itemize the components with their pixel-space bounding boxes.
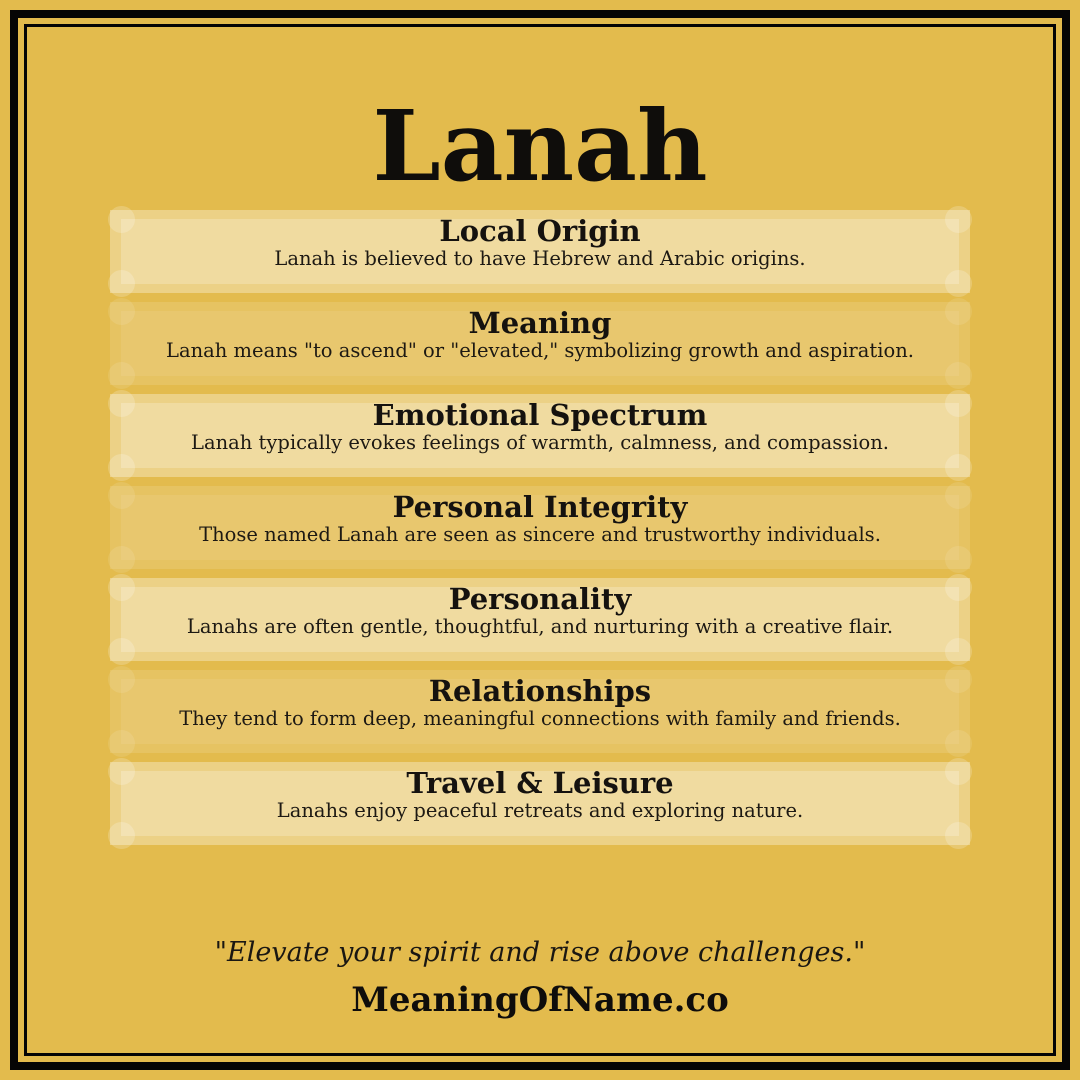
card-heading: Personality — [448, 582, 632, 616]
section-card-relationships — [110, 670, 970, 753]
card-description: Those named Lanah are seen as sincere and trustworthy individuals. — [199, 523, 881, 547]
page-title: Lanah — [372, 88, 708, 203]
card-description: Lanahs are often gentle, thoughtful, and nurturing with a creative flair. — [186, 615, 894, 639]
card-text — [110, 394, 970, 477]
card-text — [110, 670, 970, 753]
card-text — [110, 210, 970, 293]
card-text — [110, 302, 970, 385]
footer-quote: "Elevate your spirit and rise above challenges." — [214, 937, 866, 968]
card-description: They tend to form deep, meaningful connections with family and friends. — [179, 707, 901, 731]
card-heading: Personal Integrity — [392, 490, 688, 524]
card-heading: Relationships — [428, 674, 652, 708]
card-description: Lanah is believed to have Hebrew and Arabic origins. — [274, 247, 806, 271]
footer-brand: MeaningOfName.co — [351, 980, 729, 1020]
section-card-local-origin — [110, 210, 970, 293]
section-card-travel-leisure — [110, 762, 970, 845]
card-text — [110, 486, 970, 569]
card-description: Lanahs enjoy peaceful retreats and exploring nature. — [276, 799, 804, 823]
section-card-list — [110, 210, 970, 845]
section-card-personal-integrity — [110, 486, 970, 569]
card-heading: Meaning — [468, 306, 612, 340]
card-description: Lanah typically evokes feelings of warmth, calmness, and compassion. — [191, 431, 889, 455]
card-heading: Travel & Leisure — [406, 766, 674, 800]
card-heading: Emotional Spectrum — [372, 398, 708, 432]
section-card-meaning — [110, 302, 970, 385]
card-heading: Local Origin — [439, 214, 641, 248]
card-text — [110, 762, 970, 845]
card-text — [110, 578, 970, 661]
section-card-personality — [110, 578, 970, 661]
card-description: Lanah means "to ascend" or "elevated," symbolizing growth and aspiration. — [166, 339, 914, 363]
section-card-emotional-spectrum — [110, 394, 970, 477]
